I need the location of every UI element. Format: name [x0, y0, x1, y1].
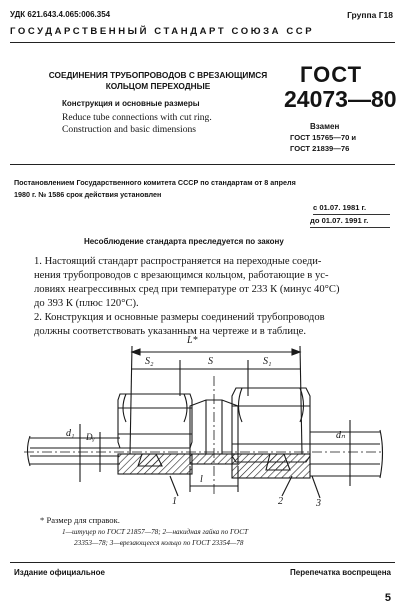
- decree-line2: 1980 г. № 1586 срок действия установлен: [14, 190, 162, 199]
- callout-1: 1: [172, 496, 177, 507]
- legend-line1: 1—штуцер по ГОСТ 21857—78; 2—накидная гайка по ГОСТ: [62, 528, 249, 536]
- p1-line1: 1. Настоящий стандарт распространяется на переходные соеди-: [34, 256, 322, 267]
- title-english: [62, 112, 212, 135]
- title-en-line2: Construction and basic dimensions: [62, 123, 197, 135]
- title-ru-line2: КОЛЬЦОМ ПЕРЕХОДНЫЕ: [105, 81, 211, 91]
- footnote-asterisk: * Размер для справок.: [40, 515, 120, 525]
- footer-rule: [10, 562, 395, 563]
- title-ru-line1: СОЕДИНЕНИЯ ТРУБОПРОВОДОВ С ВРЕЗАЮЩИМСЯ: [48, 70, 268, 80]
- footer-reprint: Перепечатка воспрещена: [290, 568, 391, 577]
- effective-from: с 01.07. 1981 г.: [313, 203, 367, 212]
- dim-label-l: l: [200, 474, 203, 485]
- effective-from-underline: [313, 214, 390, 215]
- gost-label: ГОСТ: [300, 62, 363, 87]
- replaces-label: Взамен: [310, 122, 340, 131]
- dim-label-dn: dₙ: [336, 430, 345, 441]
- group-code: Группа Г18: [347, 10, 393, 20]
- paragraph-2: [34, 311, 388, 339]
- standard-header: ГОСУДАРСТВЕННЫЙ СТАНДАРТ СОЮЗА ССР: [10, 26, 315, 37]
- title-rule: [10, 164, 395, 165]
- header-rule: [10, 42, 395, 43]
- replaces-gost-2: ГОСТ 21839—76: [290, 144, 350, 153]
- udk-code: УДК 621.643.4.065:006.354: [10, 10, 111, 19]
- callout-3: 3: [316, 498, 321, 509]
- p2-line2: должны соответствовать указанным на чертеже и в таблице.: [34, 326, 307, 337]
- page-number: 5: [384, 592, 391, 604]
- dim-label-L: L*: [187, 335, 198, 346]
- dim-label-dy: Dᵧ: [86, 432, 95, 442]
- effective-to-underline: [310, 227, 390, 228]
- p2-line1: 2. Конструкция и основные размеры соединений трубопроводов: [34, 312, 325, 323]
- legal-warning: Несоблюдение стандарта преследуется по закону: [84, 237, 284, 246]
- callout-2: 2: [278, 496, 283, 507]
- dim-label-s2: S₂: [145, 356, 154, 367]
- dim-label-d1: d₁: [66, 428, 75, 439]
- dim-label-s: S: [208, 356, 213, 367]
- dim-label-s1: S₁: [263, 356, 272, 367]
- replaces-gost-1: ГОСТ 15765—70 и: [290, 133, 357, 142]
- paragraph-1: [34, 255, 388, 311]
- p1-line2: нения трубопроводов с врезающимся кольцом, работающие в ус-: [34, 270, 329, 281]
- gost-number: 24073—80: [284, 86, 397, 112]
- decree-line1: Постановлением Государственного комитета СССР по стандартам от 8 апреля: [14, 178, 296, 187]
- connection-drawing: [20, 336, 385, 512]
- p1-line4: до 393 К (плюс 120°С).: [34, 298, 139, 309]
- effective-to: до 01.07. 1991 г.: [310, 216, 369, 225]
- footer-official: Издание официальное: [14, 568, 105, 577]
- title-subtitle: Конструкция и основные размеры: [62, 99, 200, 108]
- p1-line3: ловиях неагрессивных сред при температуре от 233 К (минус 40°С): [34, 284, 340, 295]
- title-en-line1: Reduce tube connections with cut ring.: [62, 112, 212, 123]
- legend-line2: 23353—78; 3—врезающееся кольцо по ГОСТ 23354—78: [74, 539, 244, 547]
- title-russian: [42, 70, 274, 92]
